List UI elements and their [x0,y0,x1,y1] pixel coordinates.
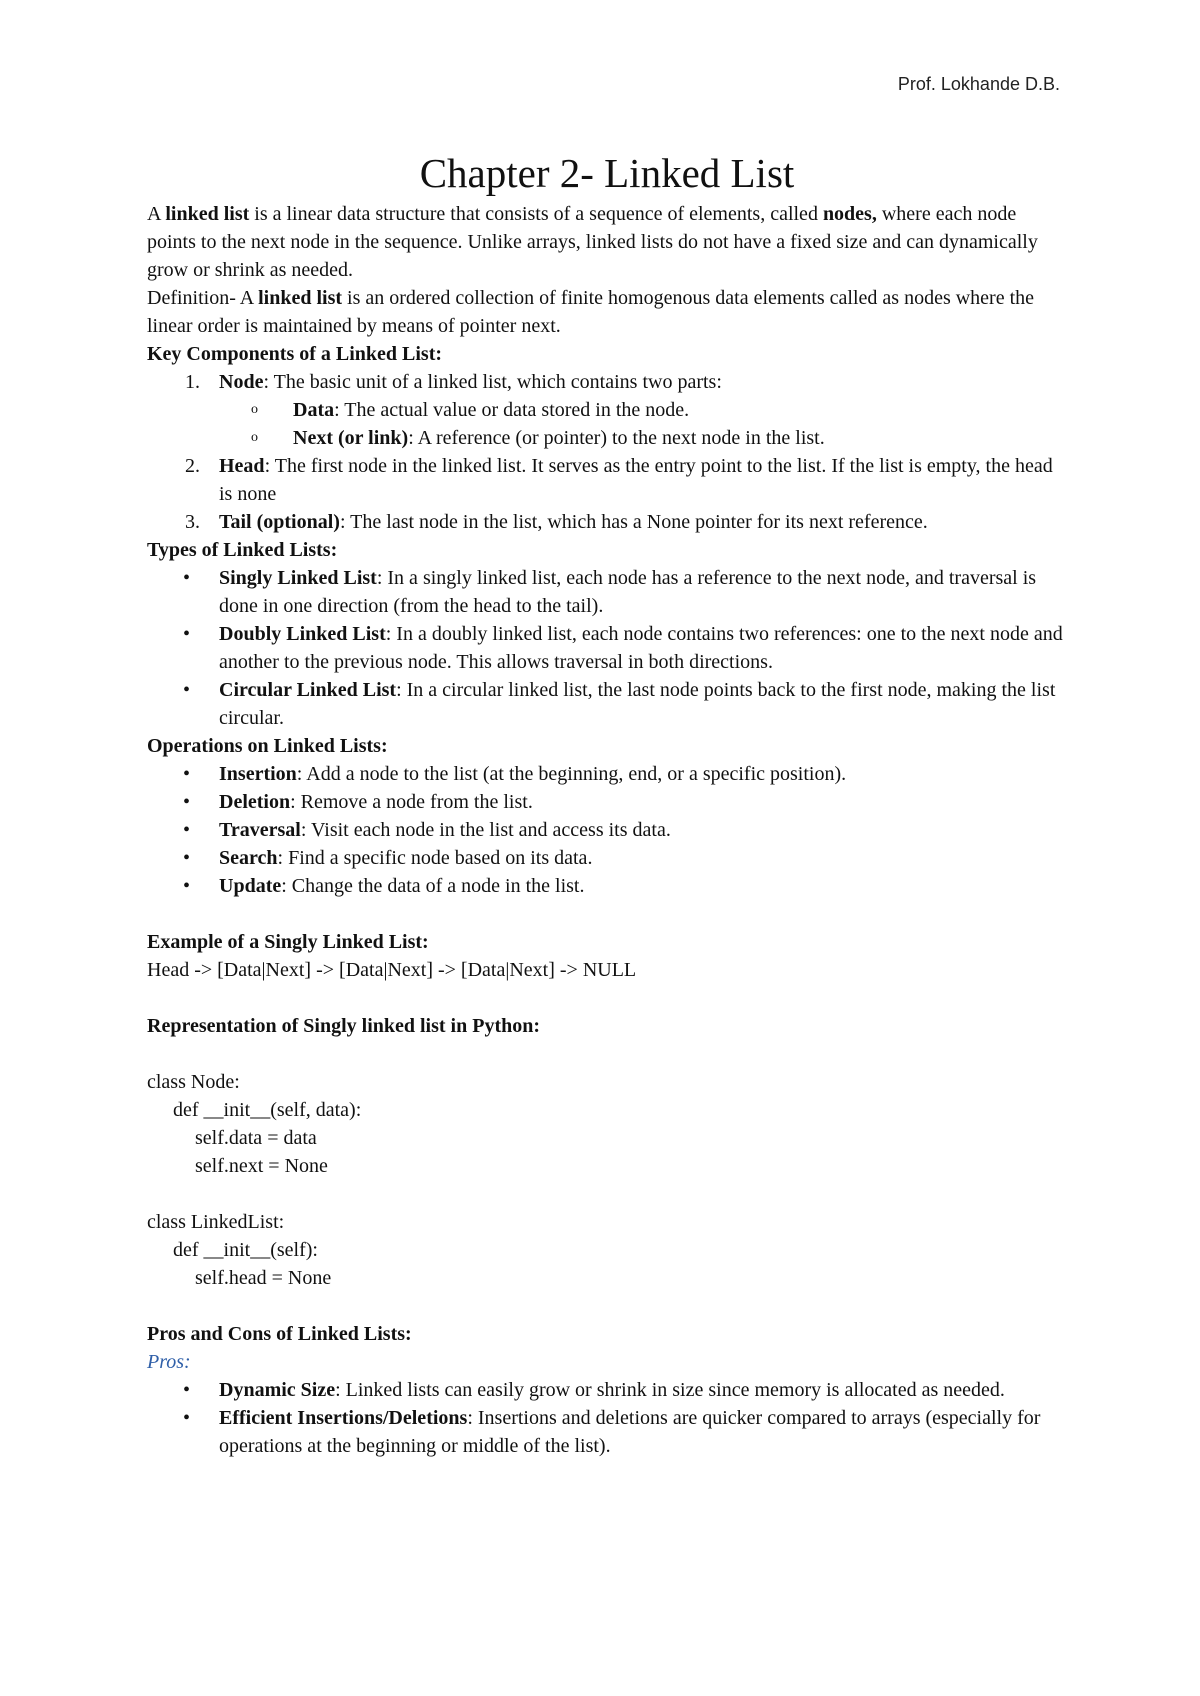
term-linked-list: linked list [165,203,250,225]
list-item: • Efficient Insertions/Deletions: Insertions and deletions are quicker compared to arrays (especially for operations at the beginning or middle of the list). [147,1404,1067,1460]
circle-bullet-icon: o [251,402,258,417]
spacer [147,1040,1067,1068]
operations-heading: Operations on Linked Lists: [147,735,388,757]
code-line: def __init__(self): [173,1239,318,1261]
bullet-icon: • [183,763,191,785]
list-item: • Search: Find a specific node based on its data. [147,844,1067,872]
bullet-icon: • [183,567,191,589]
intro-paragraph: A linked list is a linear data structure that consists of a sequence of elements, called nodes, where each node points to the next node in the sequence. Unlike arrays, linked lists do not have a fixed size and can dynamically grow or shrink as needed. [147,203,1038,281]
code-line: self.data = data [195,1127,317,1149]
bullet-icon: • [183,1379,191,1401]
code-line: self.next = None [195,1155,328,1177]
bullet-icon: • [183,679,191,701]
key-component-sub-item: o Next (or link): A reference (or pointer) to the next node in the list. [147,424,1067,452]
bullet-icon: • [183,1407,191,1429]
spacer [147,1292,1067,1320]
term-nodes: nodes, [822,203,877,225]
list-item: • Doubly Linked List: In a doubly linked list, each node contains two references: one to the next node and another to the previous node. This allows traversal in both directions. [147,620,1067,676]
list-item: • Dynamic Size: Linked lists can easily grow or shrink in size since memory is allocated as needed. [147,1376,1067,1404]
spacer [147,900,1067,928]
list-item: • Deletion: Remove a node from the list. [147,788,1067,816]
list-item: • Update: Change the data of a node in the list. [147,872,1067,900]
code-line: class Node: [147,1071,240,1093]
list-item: • Insertion: Add a node to the list (at the beginning, end, or a specific position). [147,760,1067,788]
key-component-item: 3. Tail (optional): The last node in the list, which has a None pointer for its next reference. [185,511,928,533]
bullet-icon: • [183,791,191,813]
key-component-sub-item: o Data: The actual value or data stored in the node. [147,396,1067,424]
list-item: • Singly Linked List: In a singly linked list, each node has a reference to the next node, and traversal is done in one direction (from the head to the tail). [147,564,1067,620]
key-component-item: 2. Head: The first node in the linked list. It serves as the entry point to the list. If the list is empty, the head is none [185,455,1053,505]
pros-cons-heading: Pros and Cons of Linked Lists: [147,1323,412,1345]
code-line: class LinkedList: [147,1211,285,1233]
circle-bullet-icon: o [251,430,258,445]
code-line: def __init__(self, data): [173,1099,362,1121]
definition-paragraph: Definition- A linked list is an ordered collection of finite homogenous data elements called as nodes where the linear order is maintained by means of pointer next. [147,287,1035,337]
representation-heading: Representation of Singly linked list in Python: [147,1015,541,1037]
list-item: • Traversal: Visit each node in the list and access its data. [147,816,1067,844]
list-item: • Circular Linked List: In a circular linked list, the last node points back to the first node, making the list circular. [147,676,1067,732]
spacer [147,984,1067,1012]
document-body [147,148,1067,1460]
example-line: Head -> [Data|Next] -> [Data|Next] -> [Data|Next] -> NULL [147,959,637,981]
example-heading: Example of a Singly Linked List: [147,931,429,953]
author-header: Prof. Lokhande D.B. [897,74,1060,94]
types-heading: Types of Linked Lists: [147,539,338,561]
page-title: Chapter 2- Linked List [419,150,795,196]
bullet-icon: • [183,623,191,645]
key-component-item: 1. Node: The basic unit of a linked list, which contains two parts: [185,371,722,393]
spacer [147,1180,1067,1208]
bullet-icon: • [183,875,191,897]
code-line: self.head = None [195,1267,332,1289]
bullet-icon: • [183,847,191,869]
pros-label: Pros: [147,1351,191,1373]
bullet-icon: • [183,819,191,841]
key-components-heading: Key Components of a Linked List: [147,343,443,365]
